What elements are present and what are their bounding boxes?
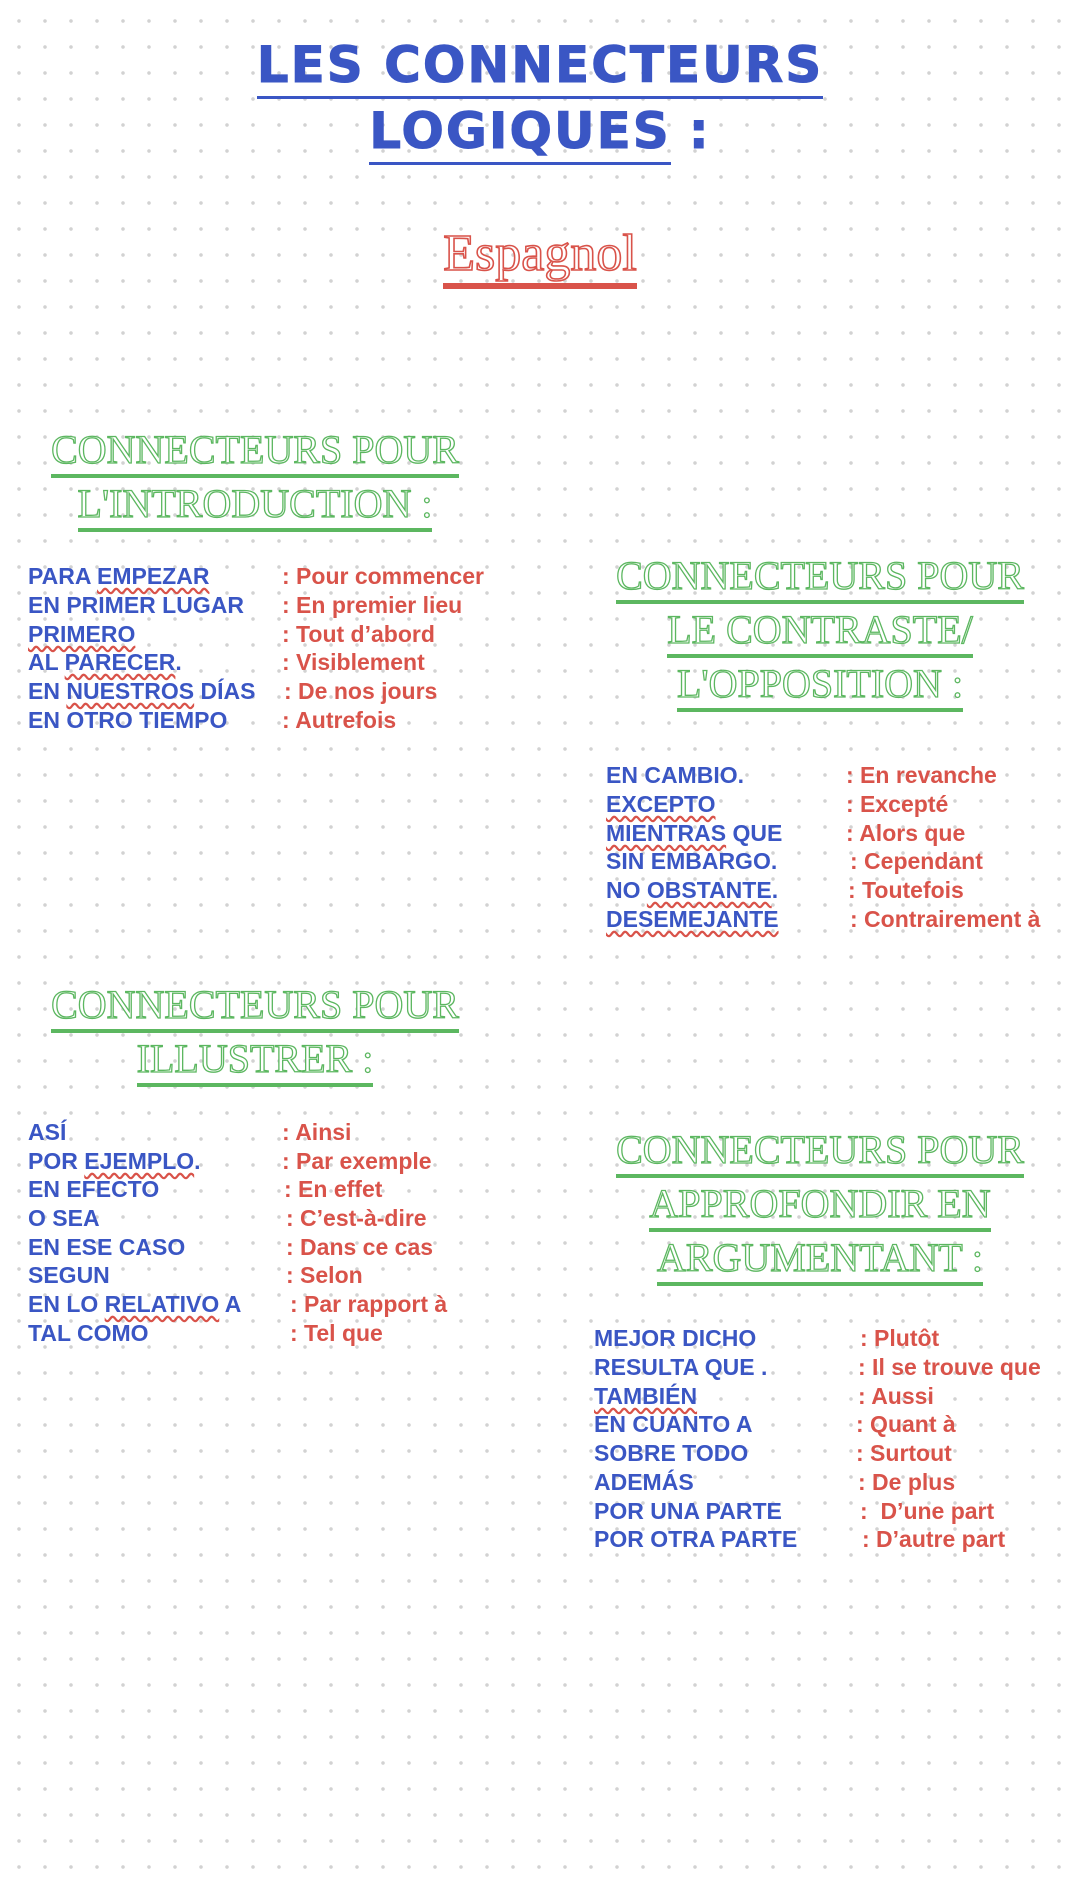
- fr-translation: : Tout d’abord: [282, 621, 435, 647]
- es-term: POR EJEMPLO.: [28, 1148, 201, 1174]
- fr-translation: : Pour commencer: [282, 563, 484, 589]
- fr-translation: : Toutefois: [848, 877, 964, 903]
- fr-translation: : Excepté: [846, 791, 949, 817]
- fr-translation: : C’est-à-dire: [286, 1205, 427, 1231]
- list-item: [28, 623, 135, 646]
- fr-translation: : De nos jours: [284, 678, 438, 704]
- es-term: POR OTRA PARTE: [594, 1526, 798, 1552]
- es-term: EN EFECTO: [28, 1176, 160, 1202]
- es-term: PARA EMPEZAR: [28, 563, 210, 589]
- fr-translation: : Aussi: [858, 1383, 934, 1409]
- heading-approfondir: CONNECTEURS POUR APPROFONDIR EN ARGUMENTANT :: [610, 1130, 1030, 1278]
- list-item: [594, 1500, 782, 1523]
- list-item: [28, 565, 209, 588]
- list-item: [28, 594, 244, 617]
- heading-introduction: CONNECTEURS POUR L'INTRODUCTION :: [40, 430, 470, 524]
- es-term: MEJOR DICHO: [594, 1325, 757, 1351]
- es-term: O SEA: [28, 1205, 100, 1231]
- es-term: EN PRIMER LUGAR: [28, 592, 244, 618]
- es-term: MIENTRAS QUE: [606, 820, 783, 846]
- fr-translation: : Il se trouve que: [858, 1354, 1041, 1380]
- fr-translation: : Plutôt: [860, 1325, 940, 1351]
- es-term: ASÍ: [28, 1119, 67, 1145]
- fr-translation: : Dans ce cas: [286, 1234, 434, 1260]
- list-item: [28, 1178, 159, 1201]
- fr-translation: : Autrefois: [282, 707, 397, 733]
- es-term: EN CAMBIO.: [606, 762, 744, 788]
- fr-translation: : D’une part: [860, 1498, 995, 1524]
- fr-translation: : Visiblement: [282, 649, 425, 675]
- list-item: [606, 764, 744, 787]
- es-term: EN NUESTROS DÍAS: [28, 678, 256, 704]
- list-item: [606, 879, 778, 902]
- es-term: EXCEPTO: [606, 791, 716, 817]
- list-item: [594, 1442, 748, 1465]
- list-item: [594, 1327, 756, 1350]
- fr-translation: : Contrairement à: [850, 906, 1041, 932]
- list-item: [28, 1236, 185, 1259]
- list-item: [606, 793, 716, 816]
- fr-translation: : Cependant: [850, 848, 983, 874]
- es-term: EN OTRO TIEMPO: [28, 707, 228, 733]
- fr-translation: : De plus: [858, 1469, 956, 1495]
- list-item: [28, 1293, 241, 1316]
- list-item: [606, 822, 782, 845]
- es-term: EN LO RELATIVO A: [28, 1291, 242, 1317]
- list-item: [594, 1471, 694, 1494]
- es-term: TAMBIÉN: [594, 1383, 698, 1409]
- fr-translation: : Alors que: [846, 820, 966, 846]
- list-item: [28, 1121, 66, 1144]
- title-line-1: LES CONNECTEURS: [0, 40, 1080, 90]
- title-line-2: LOGIQUES :: [0, 106, 1080, 156]
- fr-translation: : D’autre part: [862, 1526, 1006, 1552]
- fr-translation: : Tel que: [290, 1320, 383, 1346]
- es-term: POR UNA PARTE: [594, 1498, 782, 1524]
- fr-translation: : Surtout: [856, 1440, 952, 1466]
- fr-translation: : En premier lieu: [282, 592, 463, 618]
- fr-translation: : Quant à: [856, 1411, 956, 1437]
- es-term: RESULTA QUE .: [594, 1354, 768, 1380]
- es-term: NO OBSTANTE.: [606, 877, 779, 903]
- heading-illustrer: CONNECTEURS POUR ILLUSTRER :: [40, 985, 470, 1079]
- es-term: AL PARECER.: [28, 649, 182, 675]
- es-term: ADEMÁS: [594, 1469, 694, 1495]
- es-term: EN ESE CASO: [28, 1234, 186, 1260]
- list-item: [594, 1413, 752, 1436]
- es-term: SOBRE TODO: [594, 1440, 749, 1466]
- es-term: EN CUANTO A: [594, 1411, 753, 1437]
- list-item: [606, 850, 777, 873]
- es-term: SEGUN: [28, 1262, 110, 1288]
- list-item: [28, 1150, 201, 1173]
- list-item: [594, 1385, 697, 1408]
- list-item: [28, 1207, 100, 1230]
- list-item: [594, 1356, 767, 1379]
- es-term: DESEMEJANTE: [606, 906, 779, 932]
- list-item: [28, 651, 182, 674]
- es-term: TAL COMO: [28, 1320, 149, 1346]
- list-item: [28, 1322, 149, 1345]
- list-item: [606, 908, 779, 931]
- fr-translation: : En effet: [284, 1176, 383, 1202]
- list-item: [28, 680, 255, 703]
- fr-translation: : Par rapport à: [290, 1291, 448, 1317]
- fr-translation: : Par exemple: [282, 1148, 432, 1174]
- es-term: SIN EMBARGO.: [606, 848, 778, 874]
- list-item: [28, 1264, 110, 1287]
- fr-translation: : Selon: [286, 1262, 363, 1288]
- fr-translation: : En revanche: [846, 762, 997, 788]
- heading-contraste: CONNECTEURS POUR LE CONTRASTE/ L'OPPOSITION :: [610, 556, 1030, 704]
- list-item: [594, 1528, 797, 1551]
- es-term: PRIMERO: [28, 621, 136, 647]
- list-item: [28, 709, 227, 732]
- fr-translation: : Ainsi: [282, 1119, 352, 1145]
- subtitle-language: Espagnol: [0, 228, 1080, 280]
